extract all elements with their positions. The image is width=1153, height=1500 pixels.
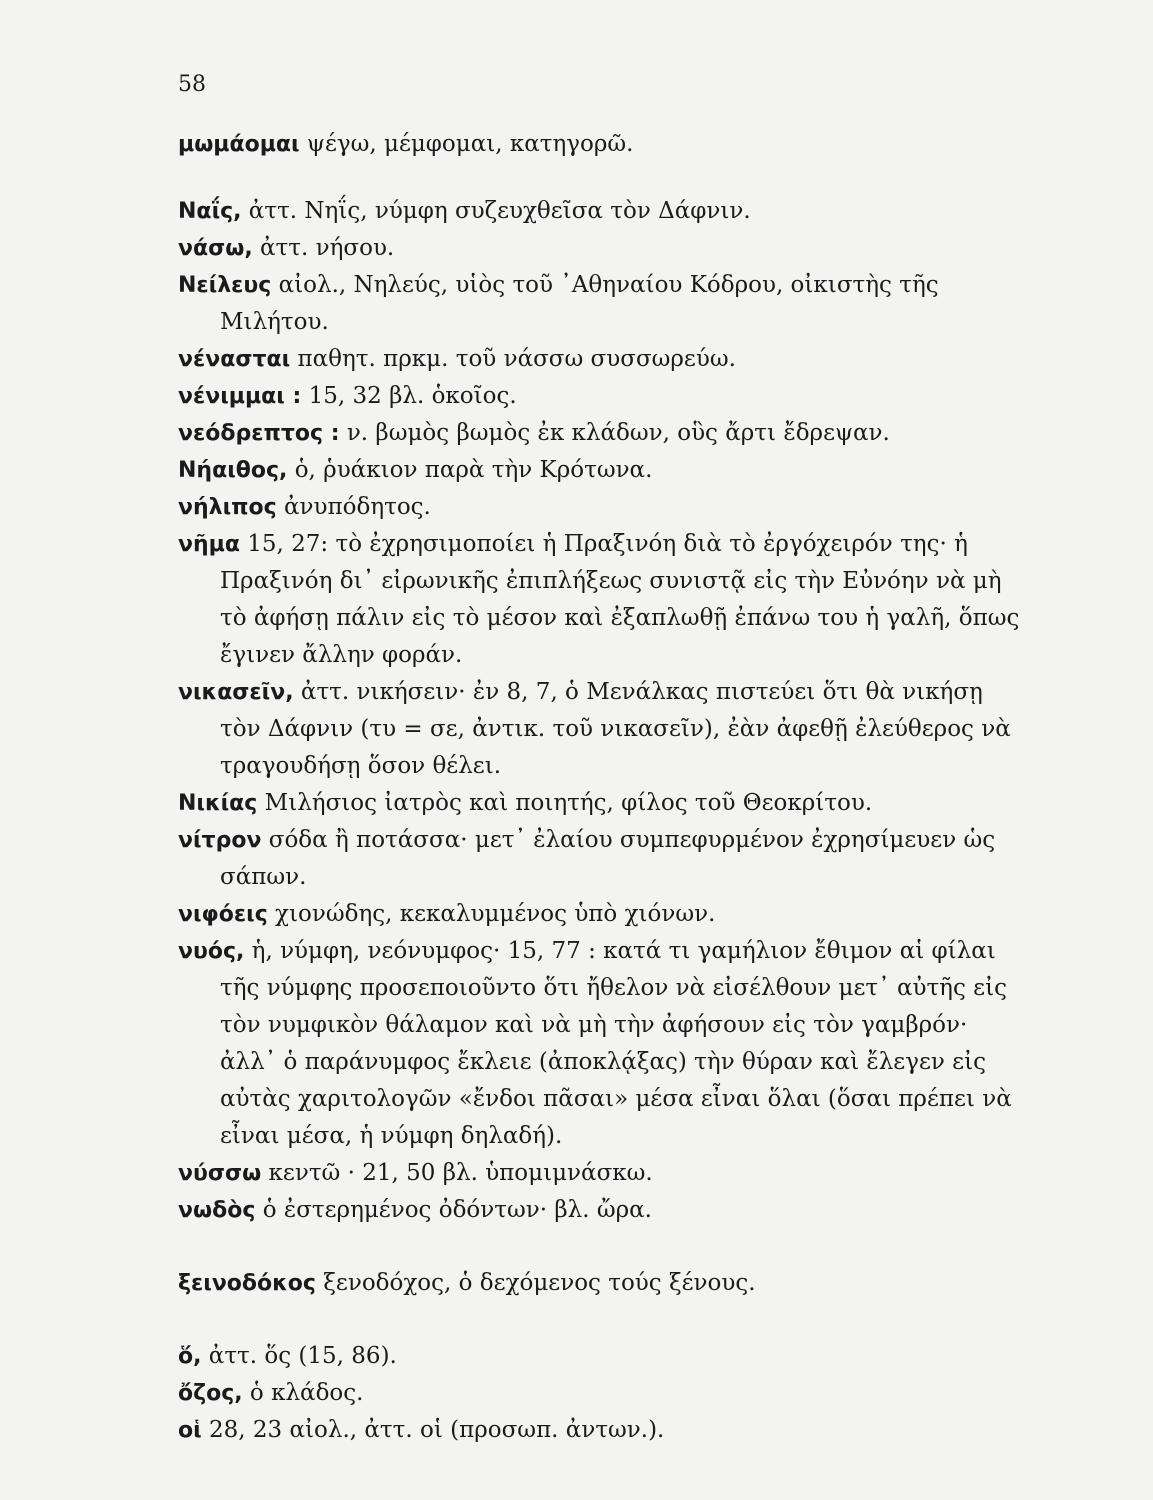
definition: 15, 27: τὸ ἐχρησιμοποίει ἡ Πραξινόη διὰ τὸ ἐργόχειρόν της· ἡ Πραξινόη δι᾿ εἰρωνικῆς ἐπιπλήξεως συνιστᾷ εἰς τὴν Εὐνόην νὰ μὴ τὸ ἀφήσῃ πάλιν εἰς τὸ μέσον καὶ ἐξαπλωθῇ ἐπάνω του ἡ γαλῆ, ὅπως ἔγινεν ἄλλην φοράν.	[220, 531, 1020, 668]
definition: Μιλήσιος ἰατρὸς καὶ ποιητής, φίλος τοῦ Θεοκρίτου.	[257, 790, 873, 816]
glossary-entry	[178, 933, 1020, 1155]
section-gap	[178, 1229, 1020, 1265]
headword: ὄζος,	[178, 1381, 243, 1406]
glossary-entry	[178, 415, 1020, 452]
glossary-entry	[178, 126, 1020, 163]
definition: ἀττ. νικήσειν· ἐν 8, 7, ὁ Μενάλκας πιστεύει ὅτι θὰ νικήσῃ τὸν Δάφνιν (τυ = σε, ἀντικ. τοῦ νικασεῖν), ἐὰν ἀφεθῇ ἐλεύθερος νὰ τραγουδήσῃ ὅσον θέλει.	[220, 679, 1011, 779]
headword: νιφόεις	[178, 902, 268, 927]
glossary-entry	[178, 822, 1020, 896]
headword: οἱ	[178, 1418, 202, 1443]
definition: ἀττ. νήσου.	[252, 235, 395, 261]
definition: χιονώδης, κεκαλυμμένος ὑπὸ χιόνων.	[267, 901, 716, 927]
definition: 28, 23 αἰολ., ἀττ. οἱ (προσωπ. ἀντων.).	[201, 1417, 665, 1443]
headword: Νήαιθος,	[178, 458, 288, 483]
definition: ψέγω, μέμφομαι, κατηγορῶ.	[299, 131, 634, 157]
glossary-entry	[178, 526, 1020, 674]
definition: ὁ ἐστερημένος ὀδόντων· βλ. ὤρα.	[255, 1197, 652, 1223]
glossary-entry	[178, 1338, 1020, 1375]
glossary-entry	[178, 1155, 1020, 1192]
headword: Νείλευς	[178, 273, 272, 298]
glossary-entry	[178, 1192, 1020, 1229]
glossary-entry	[178, 1375, 1020, 1412]
definition: ν. βωμὸς βωμὸς ἐκ κλάδων, οὓς ἄρτι ἔδρεψαν.	[339, 420, 890, 446]
headword: νεόδρεπτος :	[178, 421, 340, 446]
headword: μωμάομαι	[178, 132, 300, 157]
section-gap	[178, 1302, 1020, 1338]
headword: νάσω,	[178, 236, 253, 261]
definition: ἀττ. ὅς (15, 86).	[201, 1343, 397, 1369]
definition: ἀνυπόδητος.	[276, 494, 431, 520]
glossary-entry	[178, 378, 1020, 415]
glossary-entry	[178, 267, 1020, 341]
headword: νήλιπος	[178, 495, 277, 520]
headword: ὅ,	[178, 1344, 202, 1369]
definition: παθητ. πρκμ. τοῦ νάσσω συσσωρεύω.	[290, 346, 736, 372]
definition: 15, 32 βλ. ὁκοῖος.	[301, 383, 517, 409]
glossary-entry	[178, 1412, 1020, 1449]
definition: ὁ, ῥυάκιον παρὰ τὴν Κρότωνα.	[287, 457, 653, 483]
headword: νένιμμαι :	[178, 384, 302, 409]
glossary-entry	[178, 193, 1020, 230]
headword: νῆμα	[178, 532, 240, 557]
definition: ξενοδόχος, ὁ δεχόμενος τούς ξένους.	[315, 1270, 756, 1296]
headword: ξεινοδόκος	[178, 1271, 316, 1296]
section-gap	[178, 163, 1020, 193]
glossary-entry	[178, 230, 1020, 267]
headword: Ναΐς,	[178, 199, 242, 224]
glossary-entry	[178, 452, 1020, 489]
definition: ὁ κλάδος.	[242, 1380, 364, 1406]
glossary-entry	[178, 489, 1020, 526]
headword: νυός,	[178, 939, 245, 964]
glossary-column	[178, 126, 1020, 1449]
definition: ἡ, νύμφη, νεόνυμφος· 15, 77 : κατά τι γαμήλιον ἔθιμον αἱ φίλαι τῆς νύμφης προσεποιοῦντο ὅτι ἤθελον νὰ εἰσέλθουν μετ᾿ αὐτῆς εἰς τὸν νυμφικὸν θάλαμον καὶ νὰ μὴ τὴν ἀφήσουν εἰς τὸν γαμβρόν· ἀλλ᾿ ὁ παράνυμφος ἔκλειε (ἀποκλᾴξας) τὴν θύραν καὶ ἔλεγεν εἰς αὐτὰς χαριτολογῶν «ἔνδοι πᾶσαι» μέσα εἶναι ὅλαι (ὅσαι πρέπει νὰ εἶναι μέσα, ἡ νύμφη δηλαδή).	[220, 938, 1012, 1149]
glossary-entry	[178, 1265, 1020, 1302]
headword: νύσσω	[178, 1161, 262, 1186]
definition: κεντῶ · 21, 50 βλ. ὑπομιμνάσκω.	[261, 1160, 653, 1186]
headword: νωδὸς	[178, 1198, 256, 1223]
glossary-entry	[178, 785, 1020, 822]
page-number: 58	[178, 72, 206, 97]
glossary-entry	[178, 674, 1020, 785]
glossary-entry	[178, 341, 1020, 378]
headword: νικασεῖν,	[178, 680, 294, 705]
definition: σόδα ἢ ποτάσσα· μετ᾿ ἐλαίου συμπεφυρμένον ἐχρησίμευεν ὡς σάπων.	[220, 827, 996, 890]
glossary-entry	[178, 896, 1020, 933]
headword: Νικίας	[178, 791, 258, 816]
definition: ἀττ. Νηΐς, νύμφη συζευχθεῖσα τὸν Δάφνιν.	[241, 198, 751, 224]
headword: νίτρον	[178, 828, 262, 853]
headword: νένασται	[178, 347, 291, 372]
definition: αἰολ., Νηλεύς, υἱὸς τοῦ ᾿Αθηναίου Κόδρου, οἰκιστὴς τῆς Μιλήτου.	[220, 272, 939, 335]
